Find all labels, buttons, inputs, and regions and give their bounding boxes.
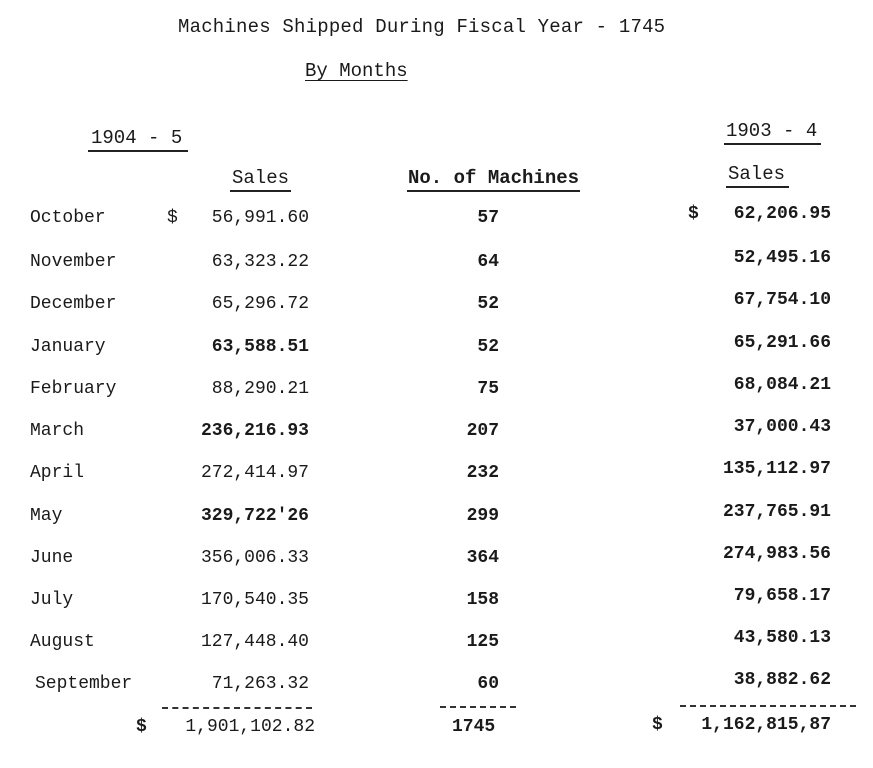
sales-1903-4-cell: 38,882.62 xyxy=(733,670,831,690)
sales-1904-5-cell: 65,296.72 xyxy=(211,294,309,314)
sales-1903-4-cell: 65,291.66 xyxy=(733,333,831,353)
document-title: Machines Shipped During Fiscal Year - 1745 xyxy=(178,16,666,38)
dollar-sign: $ xyxy=(652,715,663,735)
month-label: December xyxy=(30,294,117,314)
subtotal-rule-machines xyxy=(440,706,516,708)
total-machines: 1745 xyxy=(452,717,496,737)
dollar-sign: $ xyxy=(167,208,178,228)
month-label: June xyxy=(30,548,74,568)
table-row xyxy=(0,628,873,674)
sales-1904-5-cell: 63,588.51 xyxy=(211,337,309,357)
total-sales-1903-4: 1,162,815,87 xyxy=(701,715,831,735)
sales-1904-5-cell: 272,414.97 xyxy=(200,463,309,483)
machines-cell: 158 xyxy=(466,590,499,610)
dollar-sign: $ xyxy=(688,204,699,224)
month-label: May xyxy=(30,506,63,526)
month-label: August xyxy=(30,632,95,652)
sales-1903-4-cell: 67,754.10 xyxy=(733,290,831,310)
table-row xyxy=(0,502,873,548)
machines-cell: 52 xyxy=(477,294,499,314)
machines-cell: 57 xyxy=(477,208,499,228)
machines-cell: 60 xyxy=(477,674,499,694)
sales-1904-5-cell: 329,722'26 xyxy=(200,506,309,526)
machines-cell: 232 xyxy=(466,463,499,483)
month-label: February xyxy=(30,379,117,399)
column-header-no-of-machines: No. of Machines xyxy=(407,167,580,192)
sales-1903-4-cell: 62,206.95 xyxy=(733,204,831,224)
document-subtitle: By Months xyxy=(305,60,408,82)
table-row xyxy=(0,459,873,505)
dollar-sign: $ xyxy=(136,717,147,737)
table-row xyxy=(0,204,873,250)
sales-1904-5-cell: 127,448.40 xyxy=(200,632,309,652)
month-label: November xyxy=(30,252,117,272)
sales-1904-5-cell: 63,323.22 xyxy=(211,252,309,272)
table-row xyxy=(0,248,873,294)
sales-1904-5-cell: 236,216.93 xyxy=(200,421,309,441)
sales-1904-5-cell: 170,540.35 xyxy=(200,590,309,610)
table-row xyxy=(0,333,873,379)
sales-1903-4-cell: 37,000.43 xyxy=(733,417,831,437)
month-label: October xyxy=(30,208,106,228)
sales-1903-4-cell: 237,765.91 xyxy=(722,502,831,522)
month-label: September xyxy=(35,674,133,694)
table-row xyxy=(0,375,873,421)
table-row xyxy=(0,417,873,463)
sales-1904-5-cell: 88,290.21 xyxy=(211,379,309,399)
sales-1904-5-cell: 71,263.32 xyxy=(211,674,309,694)
sales-1903-4-cell: 68,084.21 xyxy=(733,375,831,395)
column-header-sales-1904-5: Sales xyxy=(230,167,291,192)
total-sales-1904-5: 1,901,102.82 xyxy=(185,717,315,737)
machines-cell: 52 xyxy=(477,337,499,357)
machines-cell: 125 xyxy=(466,632,499,652)
table-row xyxy=(0,586,873,632)
subtotal-rule-sales-1903-4 xyxy=(680,705,856,707)
table-row xyxy=(0,670,873,716)
sales-1903-4-cell: 274,983.56 xyxy=(722,544,831,564)
machines-cell: 299 xyxy=(466,506,499,526)
sales-1904-5-cell: 356,006.33 xyxy=(200,548,309,568)
sales-1903-4-cell: 52,495.16 xyxy=(733,248,831,268)
sales-1904-5-cell: 56,991.60 xyxy=(211,208,309,228)
month-label: April xyxy=(30,463,85,483)
year-heading-1904-5: 1904 - 5 xyxy=(88,127,188,152)
machines-cell: 75 xyxy=(477,379,499,399)
table-row xyxy=(0,290,873,336)
machines-cell: 207 xyxy=(466,421,499,441)
month-label: July xyxy=(30,590,74,610)
month-label: March xyxy=(30,421,85,441)
machines-cell: 64 xyxy=(477,252,499,272)
machines-cell: 364 xyxy=(466,548,499,568)
sales-1903-4-cell: 43,580.13 xyxy=(733,628,831,648)
table-row xyxy=(0,544,873,590)
year-heading-1903-4: 1903 - 4 xyxy=(724,120,821,145)
sales-1903-4-cell: 79,658.17 xyxy=(733,586,831,606)
column-header-sales-1903-4: Sales xyxy=(726,163,789,188)
month-label: January xyxy=(30,337,106,357)
sales-1903-4-cell: 135,112.97 xyxy=(722,459,831,479)
subtotal-rule-sales-1904-5 xyxy=(162,707,312,709)
totals-row xyxy=(0,717,873,747)
